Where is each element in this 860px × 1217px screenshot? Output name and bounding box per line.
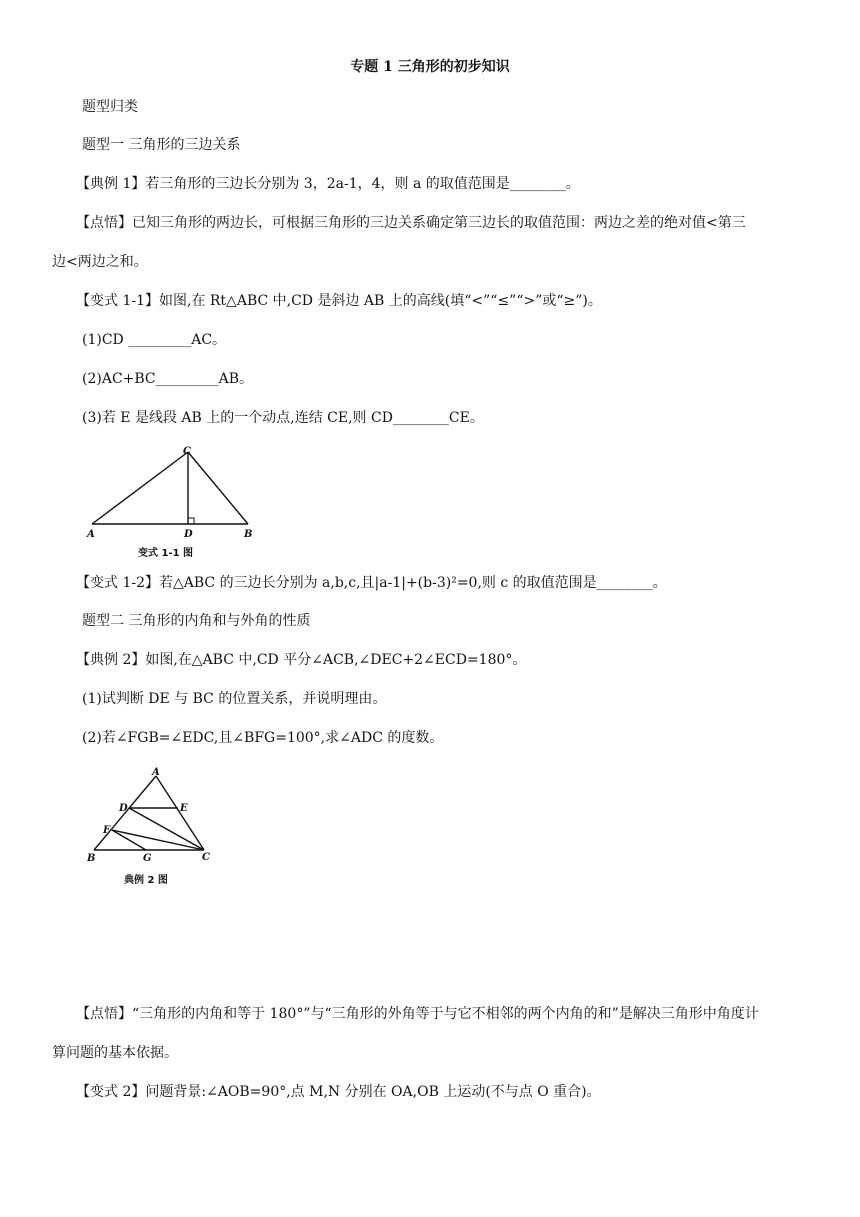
example-2-q1: (1)试判断 DE 与 BC 的位置关系，并说明理由。	[82, 691, 387, 707]
example-2: 【典例 2】如图,在△ABC 中,CD 平分∠ACB,∠DEC+2∠ECD=180°。	[76, 652, 527, 668]
variant-1-2: 【变式 1-2】若△ABC 的三边长分别为 a,b,c,且|a-1|+(b-3)²=0,则 c 的取值范围是________。	[76, 575, 667, 591]
figure-2-caption: 典例 2 图	[124, 875, 168, 886]
example-1: 【典例 1】若三角形的三边长分别为 3，2a-1，4，则 a 的取值范围是________。	[76, 176, 580, 192]
fig2-label-g: G	[143, 853, 152, 864]
variant-1-1: 【变式 1-1】如图,在 Rt△ABC 中,CD 是斜边 AB 上的高线(填“<”“≤”“>”或“≥”)。	[76, 293, 602, 309]
variant-1-1-q1: (1)CD _________AC。	[82, 332, 227, 348]
fig1-label-a: A	[87, 529, 95, 540]
hint-2-line-1: 【点悟】“三角形的内角和等于 180°”与“三角形的外角等于与它不相邻的两个内角的和”是解决三角形中角度计	[76, 1006, 759, 1022]
figure-example-2	[84, 764, 224, 864]
variant-2: 【变式 2】问题背景:∠AOB=90°,点 M,N 分别在 OA,OB 上运动(不与点 O 重合)。	[76, 1084, 601, 1100]
variant-1-1-q2: (2)AC+BC_________AB。	[82, 371, 254, 387]
section-classify: 题型归类	[82, 99, 138, 115]
fig2-label-e: E	[180, 803, 188, 814]
fig2-label-b: B	[87, 853, 96, 864]
figure-variant-1-1	[84, 444, 264, 540]
page-title: 专题 1 三角形的初步知识	[350, 59, 510, 75]
fig2-label-d: D	[119, 803, 128, 814]
fig2-label-c: C	[202, 852, 210, 863]
fig2-label-f: F	[103, 825, 111, 836]
hint-2-line-2: 算问题的基本依据。	[52, 1045, 178, 1061]
fig1-label-c: C	[183, 446, 191, 457]
fig2-label-a: A	[152, 767, 160, 778]
type2-heading: 题型二 三角形的内角和与外角的性质	[82, 613, 311, 629]
example-2-q2: (2)若∠FGB=∠EDC,且∠BFG=100°,求∠ADC 的度数。	[82, 730, 444, 746]
type1-heading: 题型一 三角形的三边关系	[82, 137, 241, 153]
fig1-label-d: D	[184, 529, 193, 540]
hint-1-line-1: 【点悟】已知三角形的两边长，可根据三角形的三边关系确定第三边长的取值范围：两边之差的绝对值<第三	[76, 215, 746, 231]
figure-1-caption: 变式 1-1 图	[138, 548, 194, 559]
variant-1-1-q3: (3)若 E 是线段 AB 上的一个动点,连结 CE,则 CD________CE。	[82, 410, 484, 426]
fig1-label-b: B	[244, 529, 253, 540]
hint-1-line-2: 边<两边之和。	[52, 254, 148, 270]
